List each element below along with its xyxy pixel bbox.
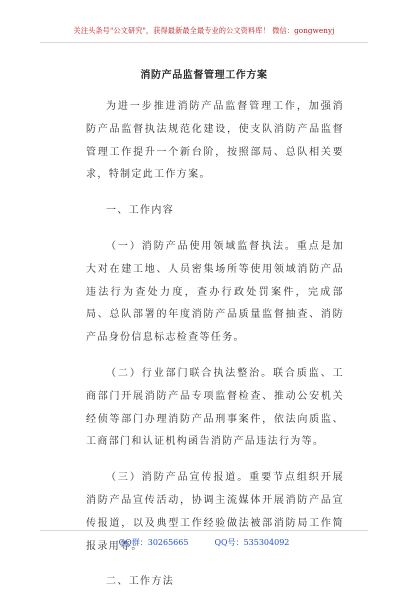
section-heading-1: 一、工作内容 <box>106 205 175 217</box>
paragraph-3: （三）消防产品宣传报道。重要节点组织开展消防产品宣传活动，协调主流媒体开展消防产品宣传报道，以及典型工作经验做法被部消防局工作简报录用等。 <box>86 472 344 552</box>
document-title: 消防产品监督管理工作方案 <box>140 70 268 81</box>
header-divider <box>40 42 368 43</box>
paragraph-2: （二）行业部门联合执法整治。联合质监、工商部门开展消防产品专项监督检查、推动公安机关经侦等部门办理消防产品刑事案件，依法向质监、工商部门和认证机构函告消防产品违法行为等。 <box>86 367 344 448</box>
intro-paragraph: 为进一步推进消防产品监督管理工作，加强消防产品监督执法规范化建设，使支队消防产品监督管理工作提升一个新台阶，按照部局、总队相关要求，特制定此工作方案。 <box>86 101 344 181</box>
header-banner: 关注头条号"公文研究"，获得最新最全最专业的公文资料库！ 微信：gongwenyj <box>73 26 335 35</box>
footer-divider <box>40 530 368 531</box>
qq-group-label: QQ群：30265665 <box>118 538 189 547</box>
qq-number-label: QQ号：535304092 <box>214 538 290 547</box>
section-heading-2: 二、工作方法 <box>106 576 175 588</box>
footer <box>0 537 408 548</box>
paragraph-1: （一）消防产品使用领域监督执法。重点是加大对在建工地、人员密集场所等使用领域消防产品违法行为查处力度，查办行政处罚案件，完成部局、总队部署的年度消防产品质量监督抽查、消防产品身份信息标志检查等任务。 <box>86 240 344 344</box>
document-body <box>86 96 344 594</box>
